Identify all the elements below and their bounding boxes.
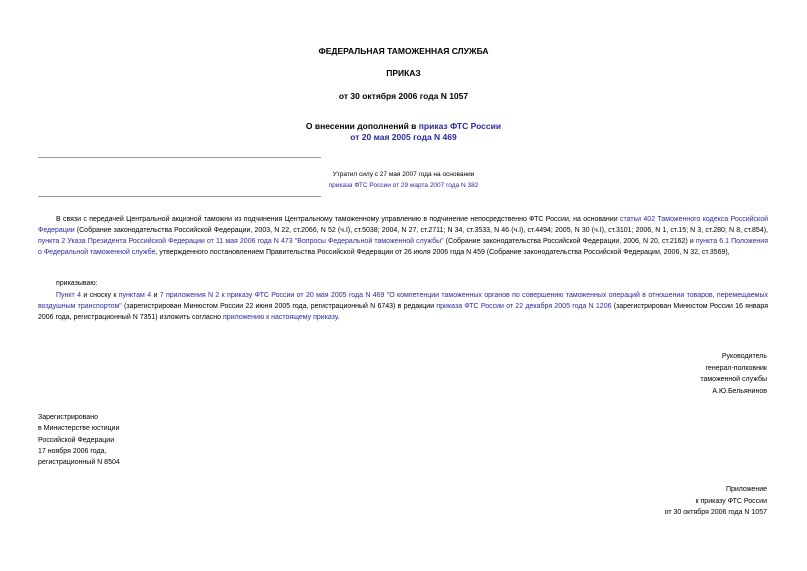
appendix-line: Приложение	[725, 486, 767, 493]
preamble-text-2: (Собрание законодательства Российской Федерации, 2003, N 22, ст.2066, N 52 (ч.I), ст.5038; 2004, N 27, ст.2711; N 34, ст.3533, N 46 (ч.I), ст.4494; 2005, N 30 (ч.I), ст.3101; 2006, N 1, ст.15; N 3, ст.280; N 8, ст.854),	[74, 227, 768, 234]
preamble-paragraph	[38, 214, 768, 258]
signature-block	[700, 351, 767, 397]
order-text-4: (зарегистрирован Минюстом России 16 января 2006 года, регистрационный N 7351) изложить согласно	[38, 303, 768, 321]
order-link-item4[interactable]: Пункт 4	[56, 292, 81, 299]
preamble-text-1: В связи с передачей Центральной акцизной таможни из подчинения Центральному таможенному управлению в подчинение непосредственно ФТС России, на основании	[56, 216, 620, 223]
signature-line: таможенной службы	[700, 376, 767, 383]
preamble-link-customs-code[interactable]: статьи 402 Таможенного кодекса Российской Федерации	[38, 216, 768, 234]
order-link-appendix2[interactable]: 7 приложения N 2 к приказу ФТС России от 20 мая 2005 года N 469 "О компетенции таможенных органов по совершению таможенных операций в отношении товаров, перемещаемых воздушным транспортом"	[38, 292, 768, 310]
preamble-text-4: , утвержденного постановлением Правительства Российской Федерации от 26 июля 2006 года N 459 (Собрание законодательства Российской Федерации, 2006, N 32, ст.3569),	[155, 249, 730, 256]
order-text-3: (зарегистрирован Минюстом России 22 июня 2005 года, регистрационный N 6743) в редакции	[121, 303, 437, 310]
signature-line: генерал-полковник	[705, 364, 767, 372]
doc-subject-line2[interactable]: от 20 мая 2005 года N 469	[350, 132, 457, 142]
order-text-1: и сноску к	[80, 292, 119, 299]
order-link-items4[interactable]: пунктам 4	[118, 292, 152, 299]
order-word: приказываю:	[56, 280, 98, 287]
registration-line: 17 ноября 2006 года,	[38, 447, 107, 455]
agency-title: ФЕДЕРАЛЬНАЯ ТАМОЖЕННАЯ СЛУЖБА	[318, 46, 489, 56]
registration-line: Российской Федерации	[38, 436, 115, 444]
subject-link[interactable]: приказ ФТС России	[418, 121, 502, 131]
subject-prefix: О внесении дополнений в	[305, 121, 419, 131]
signature-line: А.Ю.Бельянинов	[712, 387, 767, 395]
registration-block	[38, 412, 120, 468]
order-text-2: и	[151, 292, 160, 299]
appendix-block	[665, 484, 767, 519]
signature-line: Руководитель	[721, 353, 767, 360]
order-paragraph	[38, 290, 768, 323]
order-link-order1206[interactable]: приказа ФТС России от 22 декабря 2005 года N 1206	[436, 303, 612, 310]
divider-bottom	[38, 196, 321, 197]
registration-line: регистрационный N 8504	[38, 459, 120, 467]
divider-top	[38, 157, 321, 158]
doc-type-title: ПРИКАЗ	[386, 68, 421, 78]
registration-line: Зарегистрировано	[38, 414, 98, 421]
status-line: Утратил силу с 27 мая 2007 года на основании	[332, 171, 475, 178]
preamble-link-regulation[interactable]: пункта 6.1 Положения о Федеральной таможенной службе	[38, 238, 768, 256]
preamble-link-decree[interactable]: пункта 2 Указа Президента Российской Федерации от 11 мая 2006 года N 473 "Вопросы Федеральной таможенной службы"	[38, 238, 444, 245]
preamble-text-3: (Собрание законодательства Российской Федерации, 2006, N 20, ст.2162) и	[443, 238, 696, 245]
appendix-line: к приказу ФТС России	[695, 497, 767, 505]
order-text-5: .	[337, 314, 340, 321]
registration-line: в Министерстве юстиции	[38, 425, 120, 433]
order-link-appendix[interactable]: приложению к настоящему приказу	[223, 314, 338, 321]
doc-subject-line1	[0, 121, 807, 131]
doc-date-line: от 30 октября 2006 года N 1057	[338, 91, 469, 101]
status-link[interactable]: приказа ФТС России от 29 марта 2007 года N 382	[328, 182, 479, 189]
appendix-line: от 30 октября 2006 года N 1057	[664, 509, 767, 516]
